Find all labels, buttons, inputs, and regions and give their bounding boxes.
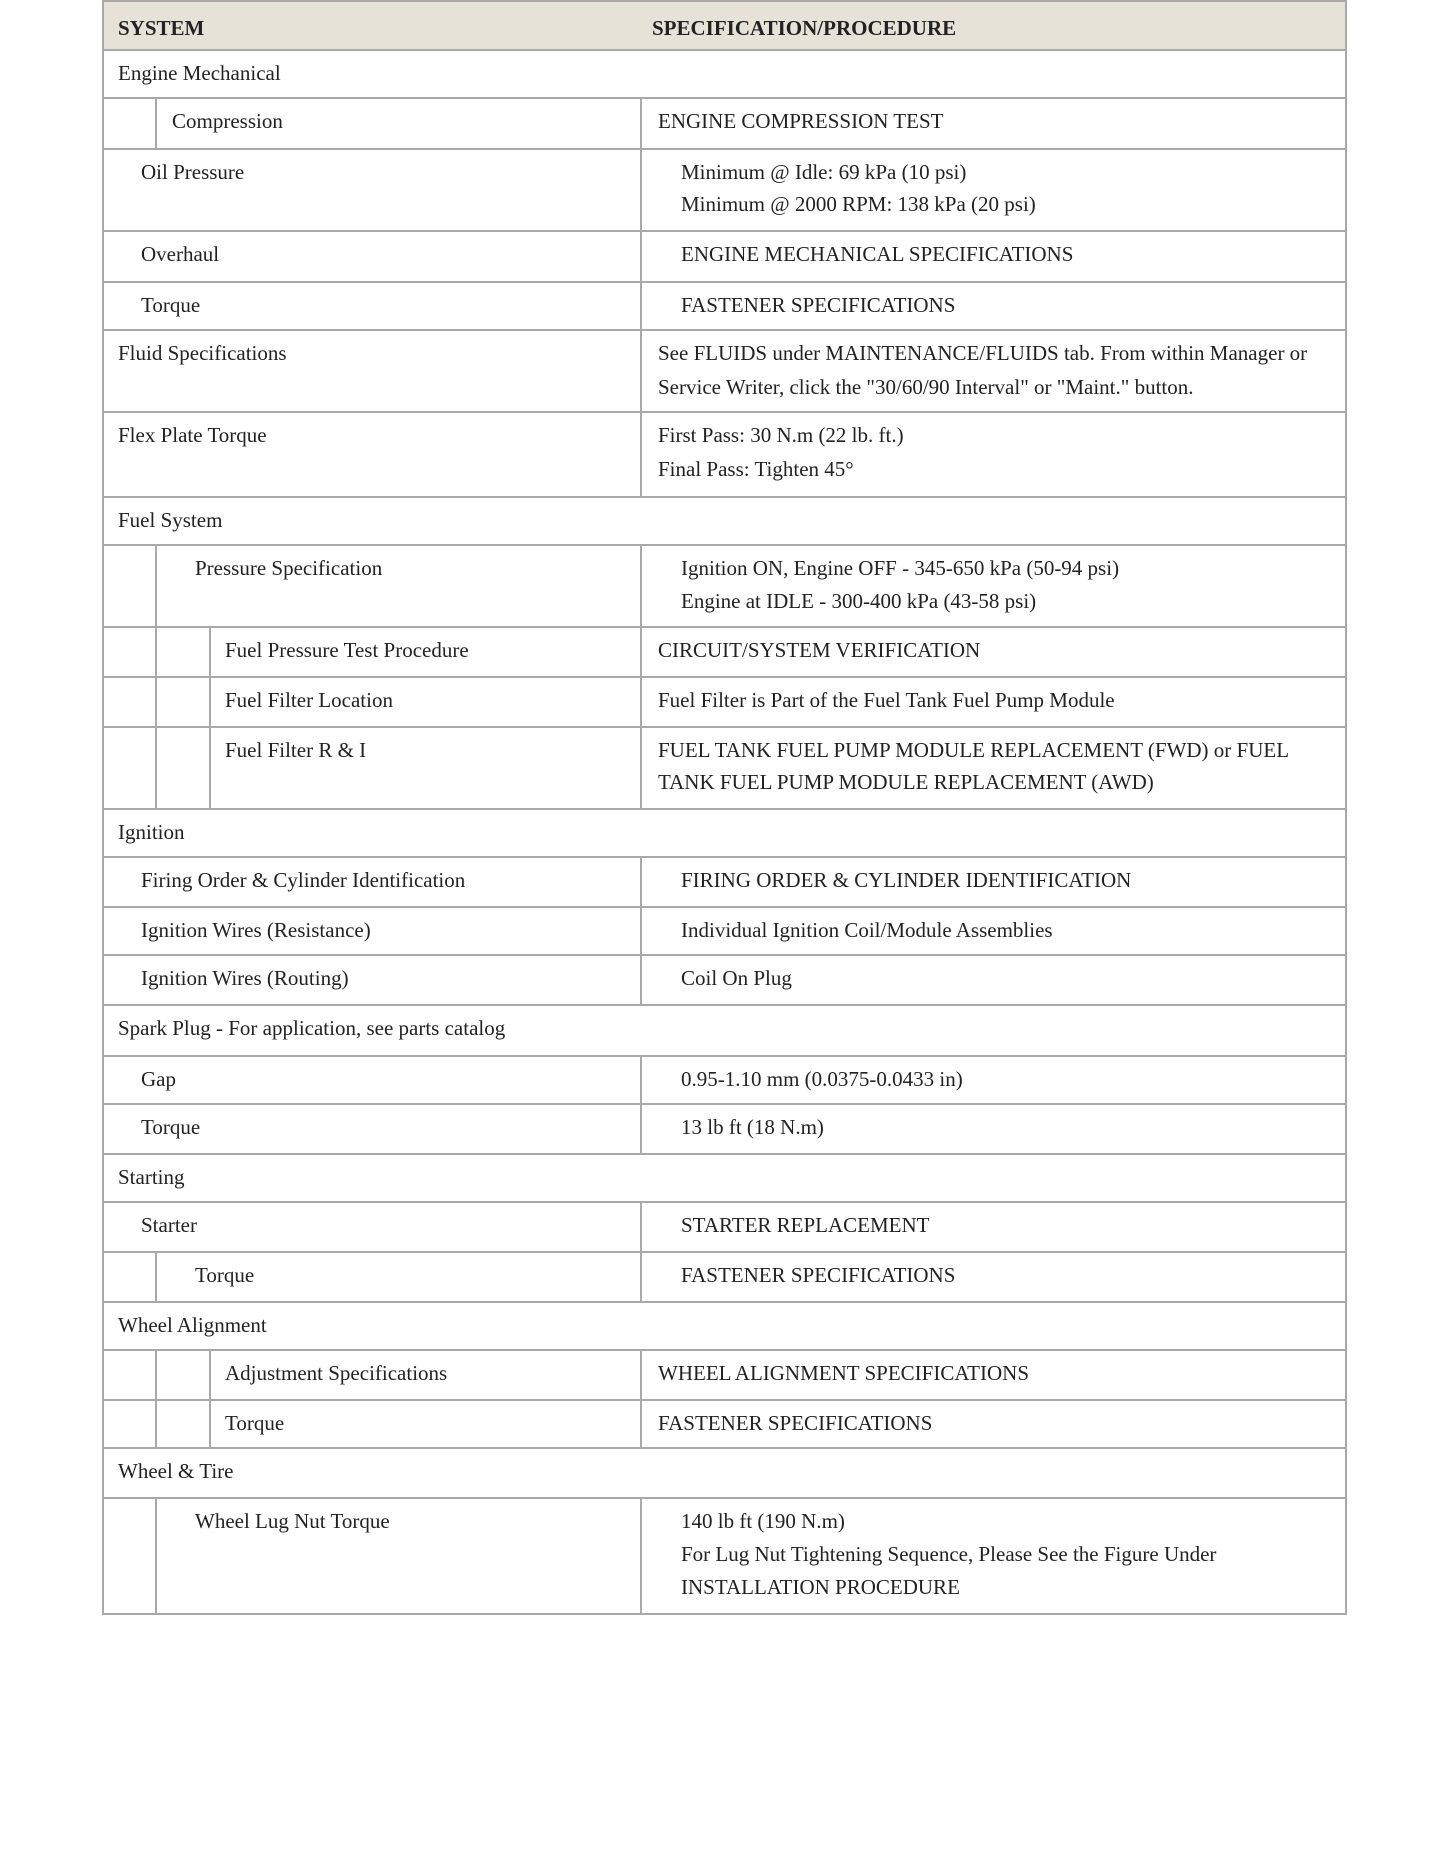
- system-cell: [104, 546, 640, 626]
- spec-cell: [640, 283, 1345, 329]
- indent-divider: [155, 678, 157, 726]
- table-row: [102, 628, 1347, 678]
- spec-line: Engine at IDLE - 300-400 kPa (43-58 psi): [681, 589, 1037, 613]
- system-label: Gap: [141, 1067, 176, 1091]
- section-row-engine-mechanical: [102, 51, 1347, 99]
- table-body: [102, 51, 1347, 1615]
- section-label: Ignition: [118, 820, 185, 844]
- spec-line: FIRING ORDER & CYLINDER IDENTIFICATION: [681, 868, 1132, 892]
- system-cell: [104, 1253, 640, 1301]
- spec-line: ENGINE MECHANICAL SPECIFICATIONS: [681, 242, 1074, 266]
- spec-line: First Pass: 30 N.m (22 lb. ft.): [658, 423, 904, 447]
- section-row-spark-plug-for-application-see-parts-catalog: [102, 1006, 1347, 1057]
- spec-cell: [640, 1057, 1345, 1103]
- system-cell: [104, 956, 640, 1004]
- indent-divider: [155, 628, 157, 676]
- spec-cell: [640, 331, 1345, 411]
- spec-line: TANK FUEL PUMP MODULE REPLACEMENT (AWD): [658, 770, 1154, 794]
- indent-divider: [209, 628, 211, 676]
- table-row: [102, 1401, 1347, 1449]
- system-cell: [104, 413, 640, 496]
- system-label: Torque: [141, 1115, 201, 1139]
- table-row: [102, 150, 1347, 232]
- spec-line: FASTENER SPECIFICATIONS: [681, 293, 956, 317]
- system-label: Fuel Filter Location: [225, 688, 393, 712]
- spec-cell: [640, 1253, 1345, 1301]
- system-cell: [104, 678, 640, 726]
- spec-line: INSTALLATION PROCEDURE: [681, 1575, 960, 1599]
- indent-divider: [155, 99, 157, 148]
- section-label: Fuel System: [118, 508, 223, 532]
- table-row: [102, 1105, 1347, 1155]
- system-label: Ignition Wires (Routing): [141, 966, 349, 990]
- system-cell: [104, 232, 640, 281]
- spec-cell: [640, 1401, 1345, 1447]
- table-row: [102, 1351, 1347, 1401]
- spec-line: Minimum @ Idle: 69 kPa (10 psi): [681, 160, 967, 184]
- system-label: Overhaul: [141, 242, 220, 266]
- spec-cell: [640, 99, 1345, 148]
- spec-cell: [640, 546, 1345, 626]
- indent-divider: [209, 1351, 211, 1399]
- spec-line: For Lug Nut Tightening Sequence, Please See the Figure Under: [681, 1542, 1217, 1566]
- table-row: [102, 331, 1347, 413]
- spec-cell: [640, 956, 1345, 1004]
- spec-cell: [640, 232, 1345, 281]
- table-row: [102, 413, 1347, 498]
- spec-line: Service Writer, click the "30/60/90 Interval" or "Maint." button.: [658, 375, 1194, 399]
- system-cell: [104, 1401, 640, 1447]
- spec-line: Ignition ON, Engine OFF - 345-650 kPa (50-94 psi): [681, 556, 1120, 580]
- spec-line: STARTER REPLACEMENT: [681, 1213, 930, 1237]
- table-row: [102, 908, 1347, 956]
- system-cell: [104, 1351, 640, 1399]
- section-row-ignition: [102, 810, 1347, 858]
- system-label: Fuel Filter R & I: [225, 738, 367, 762]
- spec-line: FUEL TANK FUEL PUMP MODULE REPLACEMENT (FWD) or FUEL: [658, 738, 1290, 762]
- spec-line: Coil On Plug: [681, 966, 792, 990]
- section-label: Starting: [118, 1165, 185, 1189]
- section-label: Wheel & Tire: [118, 1459, 234, 1483]
- system-cell: [104, 858, 640, 906]
- table-row: [102, 546, 1347, 628]
- table-header: [102, 0, 1347, 51]
- table-row: [102, 232, 1347, 283]
- section-row-fuel-system: [102, 498, 1347, 546]
- spec-line: 13 lb ft (18 N.m): [681, 1115, 824, 1139]
- spec-cell: [640, 908, 1345, 954]
- spec-line: Minimum @ 2000 RPM: 138 kPa (20 psi): [681, 192, 1036, 216]
- indent-divider: [155, 1401, 157, 1447]
- spec-cell: [640, 150, 1345, 230]
- spec-line: FASTENER SPECIFICATIONS: [681, 1263, 956, 1287]
- system-label: Flex Plate Torque: [118, 423, 267, 447]
- spec-line: Fuel Filter is Part of the Fuel Tank Fuel Pump Module: [658, 688, 1115, 712]
- section-label: Wheel Alignment: [118, 1313, 267, 1337]
- spec-cell: [640, 1351, 1345, 1399]
- spec-line: FASTENER SPECIFICATIONS: [658, 1411, 933, 1435]
- section-row-starting: [102, 1155, 1347, 1203]
- table-row: [102, 728, 1347, 810]
- table-row: [102, 1499, 1347, 1615]
- indent-divider: [209, 1401, 211, 1447]
- spec-table: [102, 0, 1347, 1615]
- system-cell: [104, 1203, 640, 1251]
- table-row: [102, 1057, 1347, 1105]
- spec-cell: [640, 1499, 1345, 1613]
- system-label: Starter: [141, 1213, 197, 1237]
- spec-cell: [640, 413, 1345, 496]
- section-row-wheel-tire: [102, 1449, 1347, 1499]
- table-row: [102, 1203, 1347, 1253]
- system-label: Ignition Wires (Resistance): [141, 918, 371, 942]
- spec-cell: [640, 1203, 1345, 1251]
- indent-divider: [155, 1351, 157, 1399]
- system-cell: [104, 1499, 640, 1613]
- system-label: Fluid Specifications: [118, 341, 287, 365]
- section-label: Spark Plug - For application, see parts catalog: [118, 1016, 506, 1040]
- spec-line: Final Pass: Tighten 45°: [658, 457, 854, 481]
- column-header-system: SYSTEM: [118, 16, 205, 40]
- system-cell: [104, 728, 640, 808]
- system-cell: [104, 1057, 640, 1103]
- system-label: Pressure Specification: [195, 556, 383, 580]
- table-row: [102, 1253, 1347, 1303]
- spec-line: 140 lb ft (190 N.m): [681, 1509, 845, 1533]
- system-cell: [104, 99, 640, 148]
- indent-divider: [155, 1253, 157, 1301]
- spec-line: ENGINE COMPRESSION TEST: [658, 109, 944, 133]
- spec-cell: [640, 728, 1345, 808]
- system-label: Torque: [225, 1411, 285, 1435]
- system-cell: [104, 628, 640, 676]
- system-cell: [104, 1105, 640, 1153]
- indent-divider: [209, 728, 211, 808]
- table-row: [102, 858, 1347, 908]
- system-label: Fuel Pressure Test Procedure: [225, 638, 469, 662]
- system-label: Torque: [195, 1263, 255, 1287]
- section-row-wheel-alignment: [102, 1303, 1347, 1351]
- spec-line: CIRCUIT/SYSTEM VERIFICATION: [658, 638, 981, 662]
- system-cell: [104, 331, 640, 411]
- system-label: Wheel Lug Nut Torque: [195, 1509, 390, 1533]
- section-label: Engine Mechanical: [118, 61, 281, 85]
- indent-divider: [155, 1499, 157, 1613]
- system-label: Torque: [141, 293, 201, 317]
- spec-cell: [640, 1105, 1345, 1153]
- table-row: [102, 956, 1347, 1006]
- table-row: [102, 99, 1347, 150]
- system-cell: [104, 908, 640, 954]
- indent-divider: [155, 728, 157, 808]
- system-cell: [104, 150, 640, 230]
- spec-line: Individual Ignition Coil/Module Assemblies: [681, 918, 1053, 942]
- system-cell: [104, 283, 640, 329]
- spec-cell: [640, 628, 1345, 676]
- indent-divider: [155, 546, 157, 626]
- spec-cell: [640, 678, 1345, 726]
- system-label: Adjustment Specifications: [225, 1361, 448, 1385]
- table-row: [102, 283, 1347, 331]
- indent-divider: [209, 678, 211, 726]
- system-label: Firing Order & Cylinder Identification: [141, 868, 466, 892]
- spec-line: See FLUIDS under MAINTENANCE/FLUIDS tab. From within Manager or: [658, 341, 1308, 365]
- spec-cell: [640, 858, 1345, 906]
- table-row: [102, 678, 1347, 728]
- spec-line: WHEEL ALIGNMENT SPECIFICATIONS: [658, 1361, 1029, 1385]
- spec-line: 0.95-1.10 mm (0.0375-0.0433 in): [681, 1067, 963, 1091]
- column-header-spec: SPECIFICATION/PROCEDURE: [652, 16, 957, 40]
- system-label: Oil Pressure: [141, 160, 245, 184]
- system-label: Compression: [172, 109, 283, 133]
